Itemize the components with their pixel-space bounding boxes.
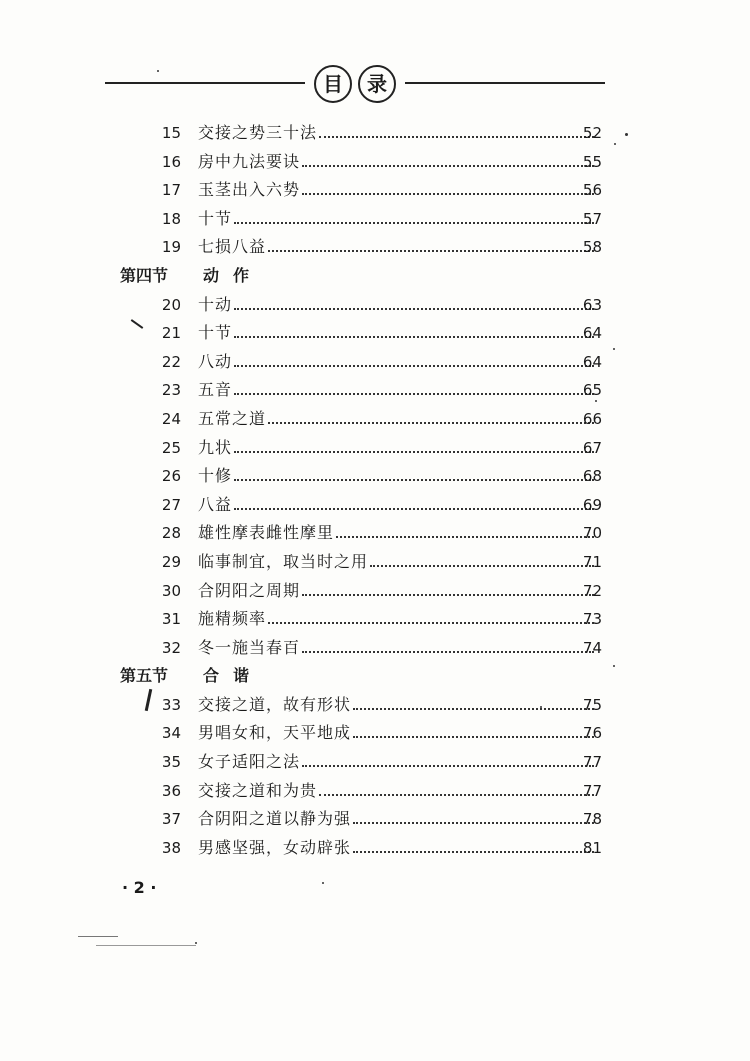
dot-leader (319, 793, 594, 796)
section-label: 第五节 (120, 666, 169, 686)
toc-entry[interactable] (0, 119, 750, 148)
toc-title (310, 62, 400, 106)
entry-title: 临事制宜，取当时之用 (198, 551, 369, 571)
dot-leader (336, 535, 594, 538)
toc-entry[interactable] (0, 834, 750, 863)
dot-leader (234, 507, 594, 510)
entry-number: 16 (161, 152, 181, 171)
scan-speck (614, 143, 616, 145)
header-rule-left (105, 82, 305, 84)
entry-title: 十动 (198, 294, 233, 314)
dot-leader (302, 764, 594, 767)
toc-entry[interactable] (0, 205, 750, 234)
dot-leader (353, 850, 594, 853)
entry-title: 男唱女和，天平地成 (198, 723, 352, 743)
entry-number: 38 (161, 838, 181, 857)
toc-header (105, 62, 605, 106)
dot-leader (302, 593, 594, 596)
table-of-contents (0, 119, 750, 862)
dot-leader (234, 450, 594, 453)
scan-speck (613, 665, 615, 667)
entry-title: 房中九法要诀 (198, 151, 301, 171)
toc-entry[interactable] (0, 691, 750, 720)
section-title: 合谐 (203, 666, 264, 686)
entry-title: 五常之道 (198, 408, 267, 428)
scan-speck (625, 133, 628, 136)
scan-speck (157, 70, 159, 72)
entry-number: 30 (161, 581, 181, 600)
entry-page: 56 (582, 181, 602, 200)
entry-number: 36 (161, 781, 181, 800)
dot-leader (268, 249, 594, 252)
entry-number: 21 (161, 324, 181, 343)
entry-number: 33 (161, 695, 181, 714)
entry-number: 29 (161, 552, 181, 571)
section-heading-5[interactable] (0, 662, 750, 691)
toc-entry[interactable] (0, 805, 750, 834)
scan-speck (195, 942, 197, 944)
dot-leader (353, 707, 594, 710)
dot-leader (234, 478, 594, 481)
header-rule-right (405, 82, 605, 84)
toc-entry[interactable] (0, 462, 750, 491)
toc-entry[interactable] (0, 319, 750, 348)
toc-entry[interactable] (0, 348, 750, 377)
entry-page: 73 (582, 610, 602, 629)
toc-entry[interactable] (0, 491, 750, 520)
entry-page: 66 (582, 409, 602, 428)
entry-number: 34 (161, 724, 181, 743)
entry-page: 52 (582, 124, 602, 142)
scan-speck (595, 400, 597, 402)
entry-title: 七损八益 (198, 237, 267, 257)
entry-title: 九状 (198, 437, 233, 457)
entry-number: 26 (161, 467, 181, 486)
entry-title: 十节 (198, 323, 233, 343)
toc-entry[interactable] (0, 291, 750, 320)
section-label: 第四节 (120, 265, 169, 285)
toc-entry[interactable] (0, 634, 750, 663)
entry-number: 18 (161, 209, 181, 228)
toc-entry[interactable] (0, 777, 750, 806)
entry-page: 64 (582, 324, 602, 343)
entry-page: 77 (582, 781, 602, 800)
dot-leader (353, 821, 594, 824)
dot-leader (234, 364, 594, 367)
scan-speck (540, 706, 542, 708)
entry-title: 雄性摩表雌性摩里 (198, 523, 335, 543)
entry-number: 25 (161, 438, 181, 457)
dot-leader (234, 392, 594, 395)
entry-number: 35 (161, 753, 181, 772)
toc-entry[interactable] (0, 405, 750, 434)
entry-page: 77 (582, 753, 602, 772)
entry-number: 27 (161, 495, 181, 514)
toc-entry[interactable] (0, 605, 750, 634)
entry-number: 24 (161, 409, 181, 428)
entry-page: 70 (582, 524, 602, 543)
entry-page: 55 (582, 152, 602, 171)
entry-page: 76 (582, 724, 602, 743)
entry-number: 22 (161, 352, 181, 371)
entry-title: 合阴阳之周期 (198, 580, 301, 600)
entry-title: 八动 (198, 351, 233, 371)
entry-number: 37 (161, 810, 181, 829)
entry-number: 19 (161, 238, 181, 257)
entry-number: 23 (161, 381, 181, 400)
dot-leader (234, 335, 594, 338)
page-number: · 2 · (122, 878, 157, 897)
section-heading-4[interactable] (0, 262, 750, 291)
entry-title: 施精频率 (198, 609, 267, 629)
entry-page: 72 (582, 581, 602, 600)
dot-leader (268, 621, 594, 624)
dot-leader (370, 564, 594, 567)
entry-title: 男感坚强，女动辟张 (198, 837, 352, 857)
toc-entry[interactable] (0, 548, 750, 577)
entry-title: 冬一施当春百 (198, 637, 301, 657)
scan-speck (322, 882, 324, 884)
entry-title: 合阴阳之道以静为强 (198, 809, 352, 829)
entry-title: 五音 (198, 380, 233, 400)
entry-number: 17 (161, 181, 181, 200)
entry-page: 71 (582, 552, 602, 571)
entry-page: 74 (582, 638, 602, 657)
toc-entry[interactable] (0, 577, 750, 606)
entry-page: 69 (582, 495, 602, 514)
toc-title-char-1: 目 (314, 65, 352, 103)
entry-page: 75 (582, 695, 602, 714)
entry-title: 交接之势三十法 (198, 123, 318, 142)
dot-leader (234, 307, 594, 310)
entry-title: 十修 (198, 466, 233, 486)
scan-speck (613, 348, 615, 350)
entry-title: 女子适阳之法 (198, 752, 301, 772)
toc-entry[interactable] (0, 148, 750, 177)
entry-page: 67 (582, 438, 602, 457)
entry-title: 交接之道，故有形状 (198, 694, 352, 714)
dot-leader (319, 135, 594, 138)
dot-leader (302, 192, 594, 195)
toc-entry[interactable] (0, 176, 750, 205)
toc-entry[interactable] (0, 748, 750, 777)
entry-number: 28 (161, 524, 181, 543)
toc-entry[interactable] (0, 376, 750, 405)
entry-page: 58 (582, 238, 602, 257)
entry-number: 15 (161, 124, 181, 142)
toc-entry[interactable] (0, 719, 750, 748)
dot-leader (302, 164, 594, 167)
entry-page: 78 (582, 810, 602, 829)
scan-mark (96, 945, 196, 946)
entry-title: 八益 (198, 494, 233, 514)
entry-page: 64 (582, 352, 602, 371)
entry-page: 65 (582, 381, 602, 400)
entry-title: 十节 (198, 208, 233, 228)
toc-title-char-2: 录 (358, 65, 396, 103)
entry-number: 31 (161, 610, 181, 629)
entry-title: 玉茎出入六势 (198, 180, 301, 200)
entry-title: 交接之道和为贵 (198, 780, 318, 800)
toc-entry[interactable] (0, 519, 750, 548)
entry-page: 68 (582, 467, 602, 486)
toc-entry[interactable] (0, 434, 750, 463)
dot-leader (302, 650, 594, 653)
toc-entry[interactable] (0, 233, 750, 262)
dot-leader (234, 221, 594, 224)
entry-number: 32 (161, 638, 181, 657)
scan-mark (78, 936, 118, 937)
entry-number: 20 (161, 295, 181, 314)
entry-page: 81 (582, 838, 602, 857)
dot-leader (268, 421, 594, 424)
entry-page: 63 (582, 295, 602, 314)
dot-leader (353, 735, 594, 738)
entry-page: 57 (582, 209, 602, 228)
section-title: 动作 (203, 265, 264, 285)
